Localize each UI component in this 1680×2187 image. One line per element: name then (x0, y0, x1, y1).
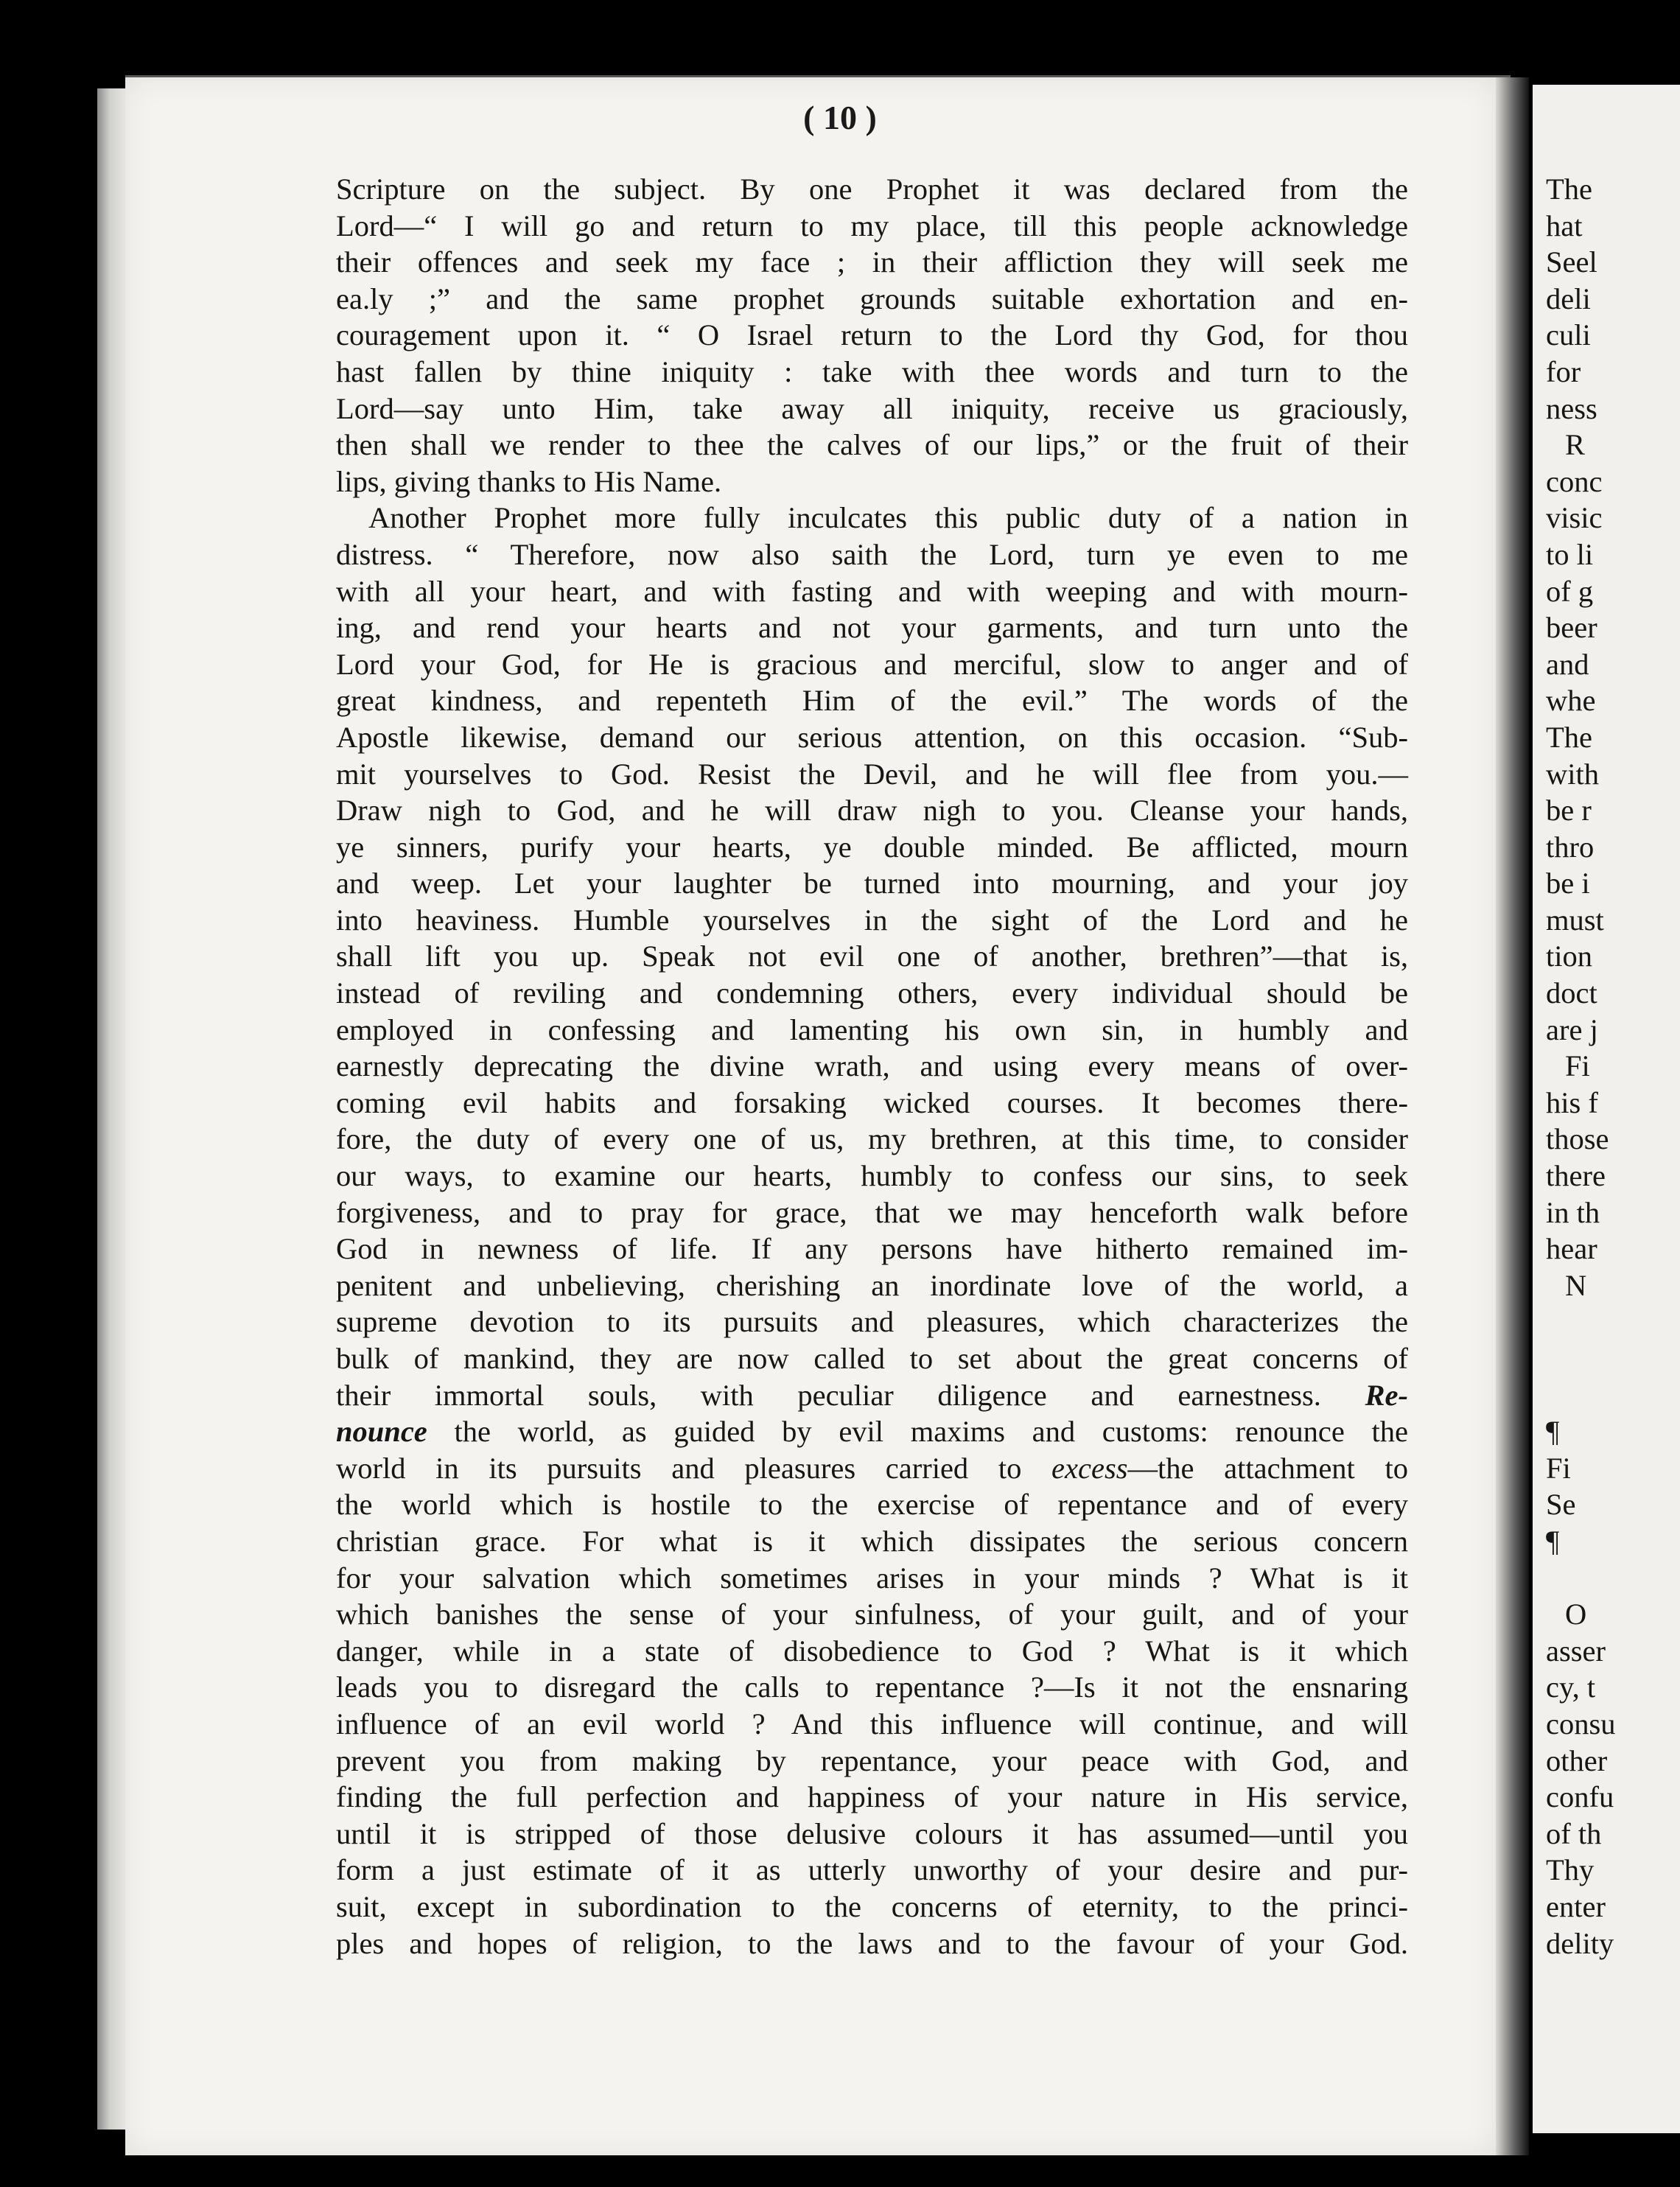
text-line: supreme devotion to its pursuits and pleasures, which characterizes the (336, 1305, 1408, 1339)
right-page-line-fragment: consu (1546, 1707, 1616, 1740)
text-line: Draw nigh to God, and he will draw nigh to you. Cleanse your hands, (336, 794, 1408, 827)
right-page-line-fragment: culi (1546, 318, 1591, 352)
right-page-text-fragments (1546, 171, 1616, 1962)
text-line: Another Prophet more fully inculcates this public duty of a nation in (368, 501, 1408, 535)
right-page-line-fragment (1546, 1377, 1616, 1414)
right-page-line-fragment: must (1546, 903, 1604, 937)
right-page-line-fragment: beer (1546, 611, 1597, 645)
right-page-line-fragment: Fi (1546, 1451, 1571, 1485)
right-page-line-fragment: thro (1546, 830, 1595, 864)
text-line: ples and hopes of religion, to the laws and to the favour of your God. (336, 1926, 1408, 1960)
text-line: ea.ly ;” and the same prophet grounds suitable exhortation and en- (336, 281, 1408, 315)
text-line: penitent and unbelieving, cherishing an inordinate love of the world, a (336, 1268, 1408, 1302)
book-gutter (1496, 77, 1529, 2155)
text-line: Scripture on the subject. By one Prophet it was declared from the (336, 172, 1408, 206)
right-page-line-fragment: be r (1546, 794, 1592, 827)
text-line: forgiveness, and to pray for grace, that we may henceforth walk before (336, 1195, 1408, 1229)
text-line: fore, the duty of every one of us, my brethren, at this time, to consider (336, 1122, 1408, 1156)
text-line: bulk of mankind, they are now called to set about the great concerns of (336, 1342, 1408, 1375)
text-line: coming evil habits and forsaking wicked courses. It becomes there- (336, 1085, 1408, 1119)
text-line: ye sinners, purify your hearts, ye double minded. Be afflicted, mourn (336, 830, 1408, 864)
text-line-with-italic (336, 1413, 1408, 1450)
text-line: influence of an evil world ? And this influence will continue, and will (336, 1707, 1408, 1740)
right-page-line-fragment: ¶ (1546, 1415, 1560, 1449)
text-line: Lord your God, for He is gracious and merciful, slow to anger and of (336, 647, 1408, 681)
text-line: Apostle likewise, demand our serious attention, on this occasion. “Sub- (336, 720, 1408, 754)
right-page-line-fragment: deli (1546, 281, 1591, 315)
right-page-line-fragment: of th (1546, 1816, 1602, 1850)
right-page-line-fragment: doct (1546, 976, 1597, 1010)
text-line: our ways, to examine our hearts, humbly to confess our sins, to seek (336, 1159, 1408, 1193)
text-segment: their immortal souls, with peculiar diligence and earnestness. (336, 1378, 1321, 1412)
right-page-line-fragment: N (1565, 1268, 1587, 1302)
right-page-line-fragment: his f (1546, 1085, 1598, 1119)
text-segment: —the attachment to (1127, 1451, 1408, 1485)
text-line: with all your heart, and with fasting and with weeping and with mourn- (336, 574, 1408, 608)
text-line: suit, except in subordination to the concerns of eternity, to the princi- (336, 1889, 1408, 1923)
right-page-line-fragment: with (1546, 757, 1600, 791)
text-line: instead of reviling and condemning others, every individual should be (336, 976, 1408, 1010)
text-line: their offences and seek my face ; in their affliction they will seek me (336, 245, 1408, 279)
right-page-line-fragment: hat (1546, 209, 1583, 242)
text-line: hast fallen by thine iniquity : take with thee words and turn to the (336, 354, 1408, 388)
right-page-line-fragment: Thy (1546, 1853, 1595, 1887)
right-page-line-fragment: Fi (1565, 1049, 1590, 1083)
text-segment: the world, as guided by evil maxims and customs: renounce the (454, 1415, 1409, 1449)
right-page-line-fragment: hear (1546, 1232, 1597, 1266)
right-page-line-fragment: ness (1546, 391, 1597, 425)
text-line: great kindness, and repenteth Him of the evil.” The words of the (336, 684, 1408, 718)
right-page-line-fragment (1546, 1560, 1616, 1597)
text-line: for your salvation which sometimes arises in your minds ? What is it (336, 1561, 1408, 1595)
italic-excess: excess (1051, 1451, 1128, 1485)
right-page-line-fragment: The (1546, 720, 1592, 754)
right-page-line-fragment: there (1546, 1159, 1606, 1193)
text-line: and weep. Let your laughter be turned into mourning, and your joy (336, 867, 1408, 900)
text-line: shall lift you up. Speak not evil one of another, brethren”—that is, (336, 939, 1408, 973)
text-line: christian grace. For what is it which dissipates the serious concern (336, 1524, 1408, 1558)
right-page-line-fragment: in th (1546, 1195, 1600, 1229)
right-page-line-fragment: O (1565, 1598, 1587, 1631)
text-line: distress. “ Therefore, now also saith the Lord, turn ye even to me (336, 537, 1408, 571)
text-line: Lord—“ I will go and return to my place, till this people acknowledge (336, 209, 1408, 242)
right-page-line-fragment (1546, 1340, 1616, 1377)
right-page-line-fragment: delity (1546, 1926, 1614, 1960)
right-page-line-fragment: Seel (1546, 245, 1597, 279)
text-line: leads you to disregard the calls to repentance ?—Is it not the ensnaring (336, 1670, 1408, 1704)
right-page-line-fragment: visic (1546, 501, 1603, 535)
right-page-line-fragment: and (1546, 647, 1589, 681)
right-page-line-fragment: R (1565, 428, 1586, 462)
text-line: form a just estimate of it as utterly unworthy of your desire and pur- (336, 1853, 1408, 1887)
left-page-edge (97, 88, 128, 2130)
text-line: the world which is hostile to the exercise of repentance and of every (336, 1488, 1408, 1522)
text-line: earnestly deprecating the divine wrath, and using every means of over- (336, 1049, 1408, 1083)
right-page-line-fragment: asser (1546, 1634, 1606, 1668)
text-line-with-italic (336, 1377, 1408, 1414)
text-line: until it is stripped of those delusive colours it has assumed—until you (336, 1816, 1408, 1850)
text-line: God in newness of life. If any persons have hitherto remained im- (336, 1232, 1408, 1266)
text-line: finding the full perfection and happiness of your nature in His service, (336, 1780, 1408, 1814)
text-line: then shall we render to thee the calves of our lips,” or the fruit of their (336, 428, 1408, 462)
right-page-line-fragment: enter (1546, 1889, 1606, 1923)
text-segment: world in its pursuits and pleasures carried to (336, 1451, 1022, 1485)
right-page-line-fragment: to li (1546, 537, 1594, 571)
right-page-line-fragment: of g (1546, 574, 1594, 608)
text-line: which banishes the sense of your sinfulness, of your guilt, and of your (336, 1598, 1408, 1631)
page-number: ( 10 ) (803, 99, 877, 136)
right-page-line-fragment: other (1546, 1743, 1608, 1777)
right-page-line-fragment (1546, 1304, 1616, 1340)
right-page-line-fragment: confu (1546, 1780, 1614, 1814)
body-text (336, 171, 1408, 1962)
right-page-line-fragment: The (1546, 172, 1592, 206)
right-page-line-fragment: be i (1546, 867, 1590, 900)
italic-renounce-start: Re- (1365, 1378, 1408, 1412)
text-line: danger, while in a state of disobedience to God ? What is it which (336, 1634, 1408, 1668)
text-line: employed in confessing and lamenting his own sin, in humbly and (336, 1012, 1408, 1046)
right-page-line-fragment: whe (1546, 684, 1596, 718)
text-line-with-italic (336, 1450, 1408, 1487)
italic-renounce-end: nounce (336, 1415, 427, 1449)
text-line: lips, giving thanks to His Name. (336, 464, 722, 498)
right-page-line-fragment: cy, t (1546, 1670, 1596, 1704)
right-page-line-fragment: those (1546, 1122, 1609, 1156)
right-page-line-fragment: conc (1546, 464, 1603, 498)
right-page-line-fragment: tion (1546, 939, 1593, 973)
text-line: couragement upon it. “ O Israel return to the Lord thy God, for thou (336, 318, 1408, 352)
text-line: prevent you from making by repentance, your peace with God, and (336, 1743, 1408, 1777)
text-line: into heaviness. Humble yourselves in the sight of the Lord and he (336, 903, 1408, 937)
text-line: ing, and rend your hearts and not your garments, and turn unto the (336, 611, 1408, 645)
right-page-line-fragment: for (1546, 354, 1581, 388)
right-page-line-fragment: are j (1546, 1012, 1598, 1046)
right-page-line-fragment: ¶ (1546, 1524, 1560, 1558)
text-line: Lord—say unto Him, take away all iniquity, receive us graciously, (336, 391, 1408, 425)
text-line: mit yourselves to God. Resist the Devil, and he will flee from you.— (336, 757, 1408, 791)
right-page-line-fragment: Se (1546, 1488, 1576, 1522)
